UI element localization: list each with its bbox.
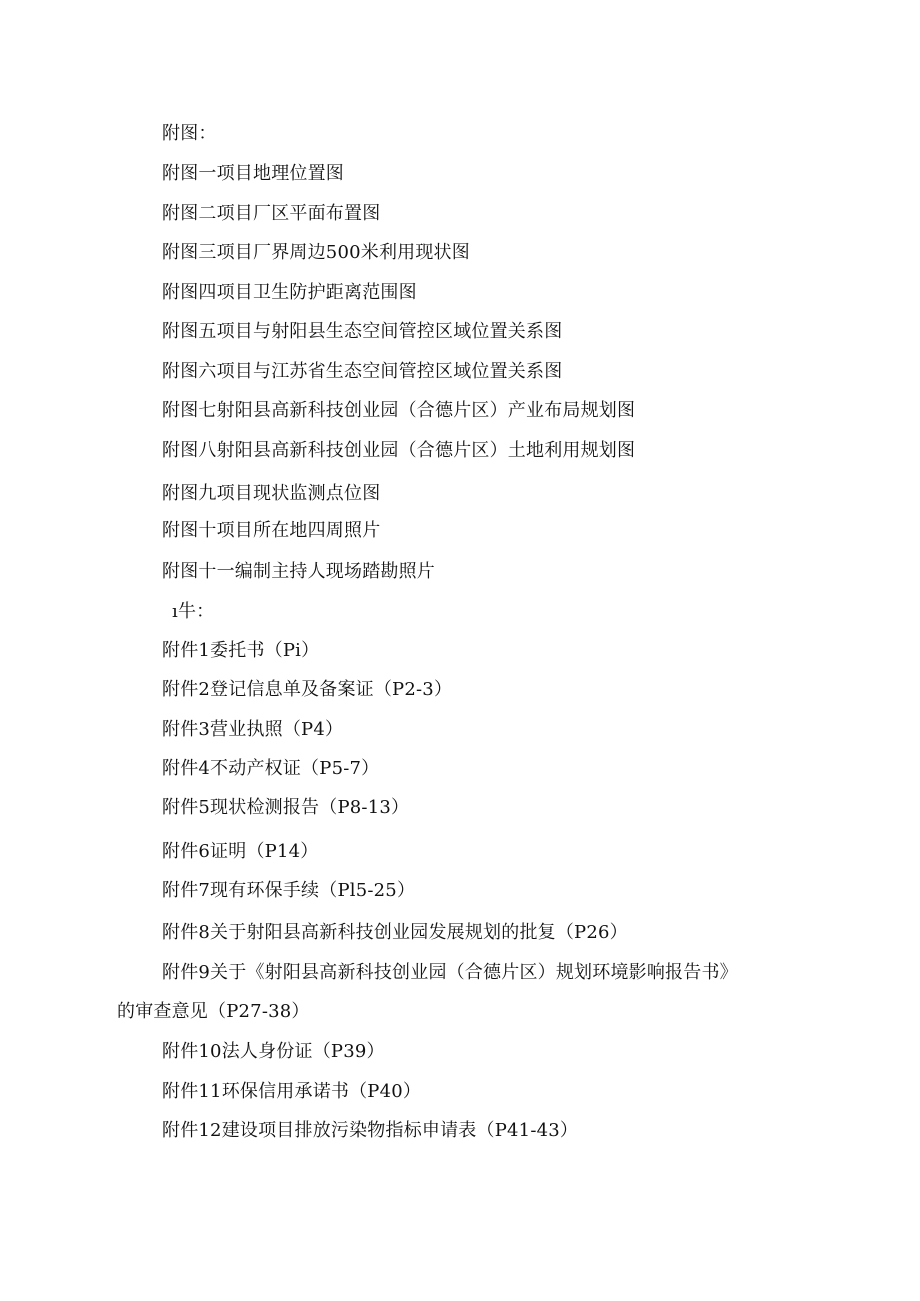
- attachment-item: 附件6证明（P14）: [162, 841, 319, 862]
- attachment-item: 附件12建设项目排放污染物指标申请表（P41-43）: [162, 1120, 579, 1141]
- figures-heading: 附图：: [162, 123, 217, 144]
- attachment-item: 附件4不动产权证（P5-7）: [162, 758, 380, 779]
- figure-item: 附图六项目与江苏省生态空间管控区域位置关系图: [162, 361, 563, 382]
- attachment-item: 附件9关于《射阳县高新科技创业园（合德片区）规划环境影响报告书》: [162, 962, 738, 983]
- attachment-item: 附件8关于射阳县高新科技创业园发展规划的批复（P26）: [162, 922, 628, 943]
- figure-item: 附图三项目厂界周边500米利用现状图: [162, 242, 470, 263]
- figure-item: 附图五项目与射阳县生态空间管控区域位置关系图: [162, 321, 563, 342]
- attachment-item: 附件7现有环保手续（Pl5-25）: [162, 880, 416, 901]
- figure-item: 附图一项目地理位置图: [162, 163, 344, 184]
- figure-item: 附图九项目现状监测点位图: [162, 483, 381, 504]
- attachment-item: 附件10法人身份证（P39）: [162, 1041, 385, 1062]
- figure-item: 附图四项目卫生防护距离范围图: [162, 282, 417, 303]
- figure-item: 附图八射阳县高新科技创业园（合德片区）土地利用规划图: [162, 440, 636, 461]
- attachment-item: 附件2登记信息单及备案证（P2-3）: [162, 679, 453, 700]
- figure-item: 附图十一编制主持人现场踏勘照片: [162, 561, 435, 582]
- attachments-heading: ı牛：: [172, 601, 215, 622]
- figure-item: 附图二项目厂区平面布置图: [162, 203, 381, 224]
- attachment-item: 附件3营业执照（P4）: [162, 719, 344, 740]
- attachment-item: 附件11环保信用承诺书（P40）: [162, 1081, 422, 1102]
- attachment-item: 附件5现状检测报告（P8-13）: [162, 797, 410, 818]
- figure-item: 附图七射阳县高新科技创业园（合德片区）产业布局规划图: [162, 400, 636, 421]
- figure-item: 附图十项目所在地四周照片: [162, 520, 381, 541]
- attachment-item: 附件1委托书（Pi）: [162, 640, 320, 661]
- attachment-item-continuation: 的审查意见（P27-38）: [117, 1001, 310, 1022]
